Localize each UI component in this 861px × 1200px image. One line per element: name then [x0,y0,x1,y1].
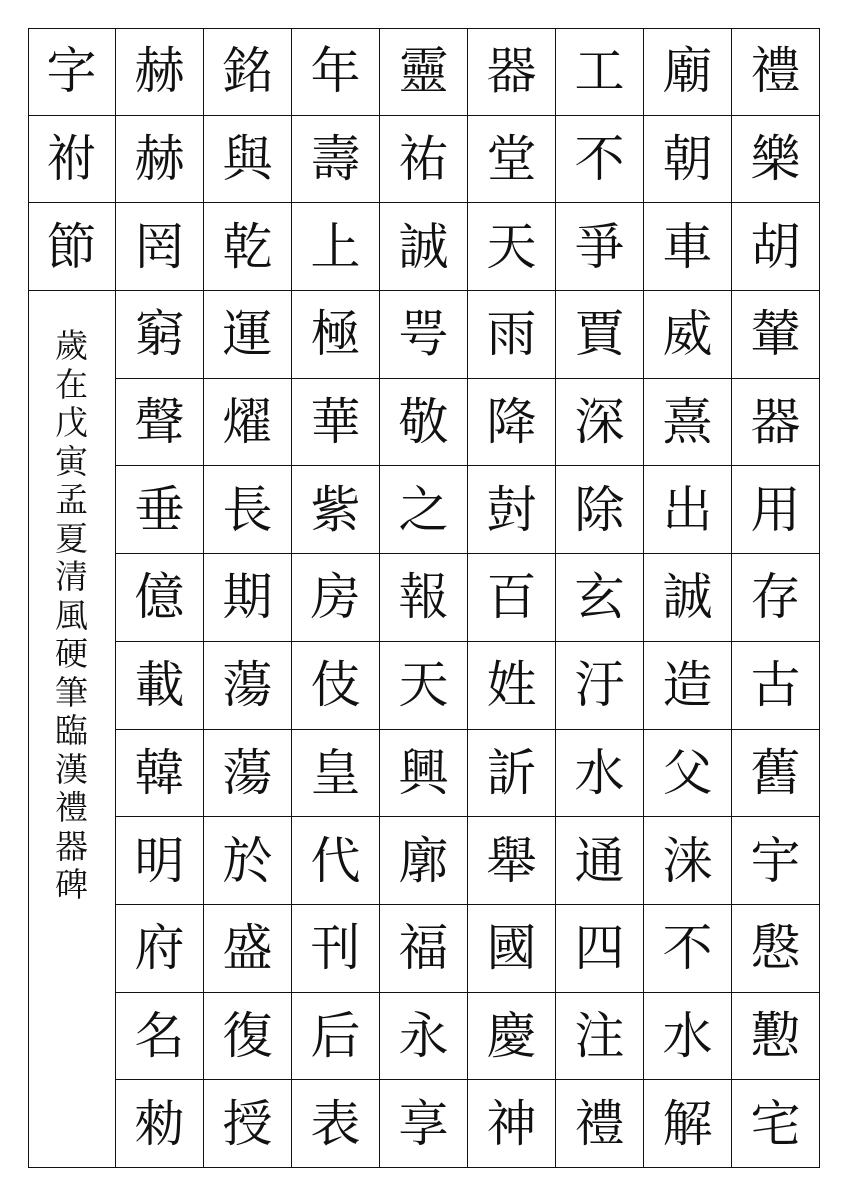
character-cell: 神 [468,1080,556,1168]
character-cell: 降 [468,379,556,467]
colophon-inscription [28,291,116,1168]
character-cell: 廓 [380,817,468,905]
character-cell: 涞 [644,817,732,905]
character-cell: 上 [292,203,380,291]
character-cell: 天 [468,203,556,291]
inscription-character: 寅 [55,441,88,481]
character-cell: 熹 [644,379,732,467]
character-cell: 父 [644,730,732,818]
character-cell: 堂 [468,116,556,204]
character-cell: 器 [732,379,820,467]
character-cell: 房 [292,554,380,642]
inscription-character: 碑 [55,865,88,905]
character-cell: 禮 [556,1080,644,1168]
character-cell: 舉 [468,817,556,905]
character-cell: 復 [204,993,292,1081]
character-cell: 器 [468,28,556,116]
character-cell: 存 [732,554,820,642]
character-cell: 乾 [204,203,292,291]
character-cell: 窮 [116,291,204,379]
character-cell: 造 [644,642,732,730]
character-cell: 罔 [116,203,204,291]
character-cell: 慇 [732,905,820,993]
character-cell: 禮 [732,28,820,116]
inscription-character: 禮 [55,788,88,828]
character-cell: 后 [292,993,380,1081]
character-cell: 爭 [556,203,644,291]
character-cell: 注 [556,993,644,1081]
character-cell: 誠 [644,554,732,642]
character-cell: 燿 [204,379,292,467]
character-cell: 銘 [204,28,292,116]
character-cell: 不 [556,116,644,204]
character-cell: 名 [116,993,204,1081]
character-cell: 億 [116,554,204,642]
character-cell: 聲 [116,379,204,467]
inscription-character: 漢 [55,749,88,789]
character-cell: 廟 [644,28,732,116]
character-cell: 通 [556,817,644,905]
character-cell: 水 [644,993,732,1081]
inscription-character: 清 [55,557,88,597]
character-cell: 赫 [116,116,204,204]
character-cell: 祐 [380,116,468,204]
character-cell: 載 [116,642,204,730]
character-cell: 紫 [292,466,380,554]
inscription-character: 臨 [55,711,88,751]
character-cell: 刊 [292,905,380,993]
character-cell: 汙 [556,642,644,730]
inscription-character: 歲 [55,326,88,366]
character-cell: 四 [556,905,644,993]
character-cell: 威 [644,291,732,379]
character-cell: 百 [468,554,556,642]
character-cell: 胡 [732,203,820,291]
character-cell: 勑 [116,1080,204,1168]
inscription-character: 夏 [55,518,88,558]
character-cell: 水 [556,730,644,818]
character-cell: 車 [644,203,732,291]
inscription-character: 筆 [55,672,88,712]
character-cell: 尌 [468,466,556,554]
character-cell: 用 [732,466,820,554]
inscription-character: 在 [55,364,88,404]
character-cell: 古 [732,642,820,730]
character-cell: 盛 [204,905,292,993]
character-cell: 長 [204,466,292,554]
character-cell: 字 [28,28,116,116]
character-cell: 舊 [732,730,820,818]
inscription-character: 硬 [55,634,88,674]
character-cell: 樂 [732,116,820,204]
character-cell: 雨 [468,291,556,379]
character-cell: 府 [116,905,204,993]
character-cell: 運 [204,291,292,379]
character-cell: 不 [644,905,732,993]
character-cell: 與 [204,116,292,204]
character-cell: 授 [204,1080,292,1168]
character-cell: 韓 [116,730,204,818]
character-cell: 節 [28,203,116,291]
character-cell: 懃 [732,993,820,1081]
character-cell: 壽 [292,116,380,204]
character-cell: 天 [380,642,468,730]
character-cell: 垂 [116,466,204,554]
character-cell: 咢 [380,291,468,379]
character-cell: 報 [380,554,468,642]
character-cell: 祔 [28,116,116,204]
character-cell: 伎 [292,642,380,730]
inscription-character: 風 [55,595,88,635]
character-cell: 工 [556,28,644,116]
character-cell: 永 [380,993,468,1081]
character-cell: 誠 [380,203,468,291]
character-cell: 明 [116,817,204,905]
character-cell: 赫 [116,28,204,116]
character-cell: 靈 [380,28,468,116]
character-cell: 輦 [732,291,820,379]
character-cell: 宇 [732,817,820,905]
character-cell: 華 [292,379,380,467]
character-cell: 賈 [556,291,644,379]
character-cell: 朝 [644,116,732,204]
character-cell: 訢 [468,730,556,818]
character-cell: 蕩 [204,642,292,730]
character-cell: 國 [468,905,556,993]
character-cell: 期 [204,554,292,642]
character-cell: 代 [292,817,380,905]
character-cell: 享 [380,1080,468,1168]
character-cell: 於 [204,817,292,905]
character-cell: 表 [292,1080,380,1168]
calligraphy-grid-sheet [28,28,820,1168]
character-cell: 蕩 [204,730,292,818]
inscription-character: 孟 [55,480,88,520]
character-cell: 興 [380,730,468,818]
character-cell: 福 [380,905,468,993]
character-cell: 解 [644,1080,732,1168]
character-cell: 宅 [732,1080,820,1168]
character-cell: 玄 [556,554,644,642]
character-cell: 除 [556,466,644,554]
character-cell: 敬 [380,379,468,467]
character-cell: 慶 [468,993,556,1081]
character-cell: 之 [380,466,468,554]
character-cell: 出 [644,466,732,554]
character-cell: 極 [292,291,380,379]
character-cell: 皇 [292,730,380,818]
character-cell: 姓 [468,642,556,730]
character-cell: 年 [292,28,380,116]
character-cell: 深 [556,379,644,467]
inscription-character: 器 [55,826,88,866]
inscription-character: 戊 [55,403,88,443]
